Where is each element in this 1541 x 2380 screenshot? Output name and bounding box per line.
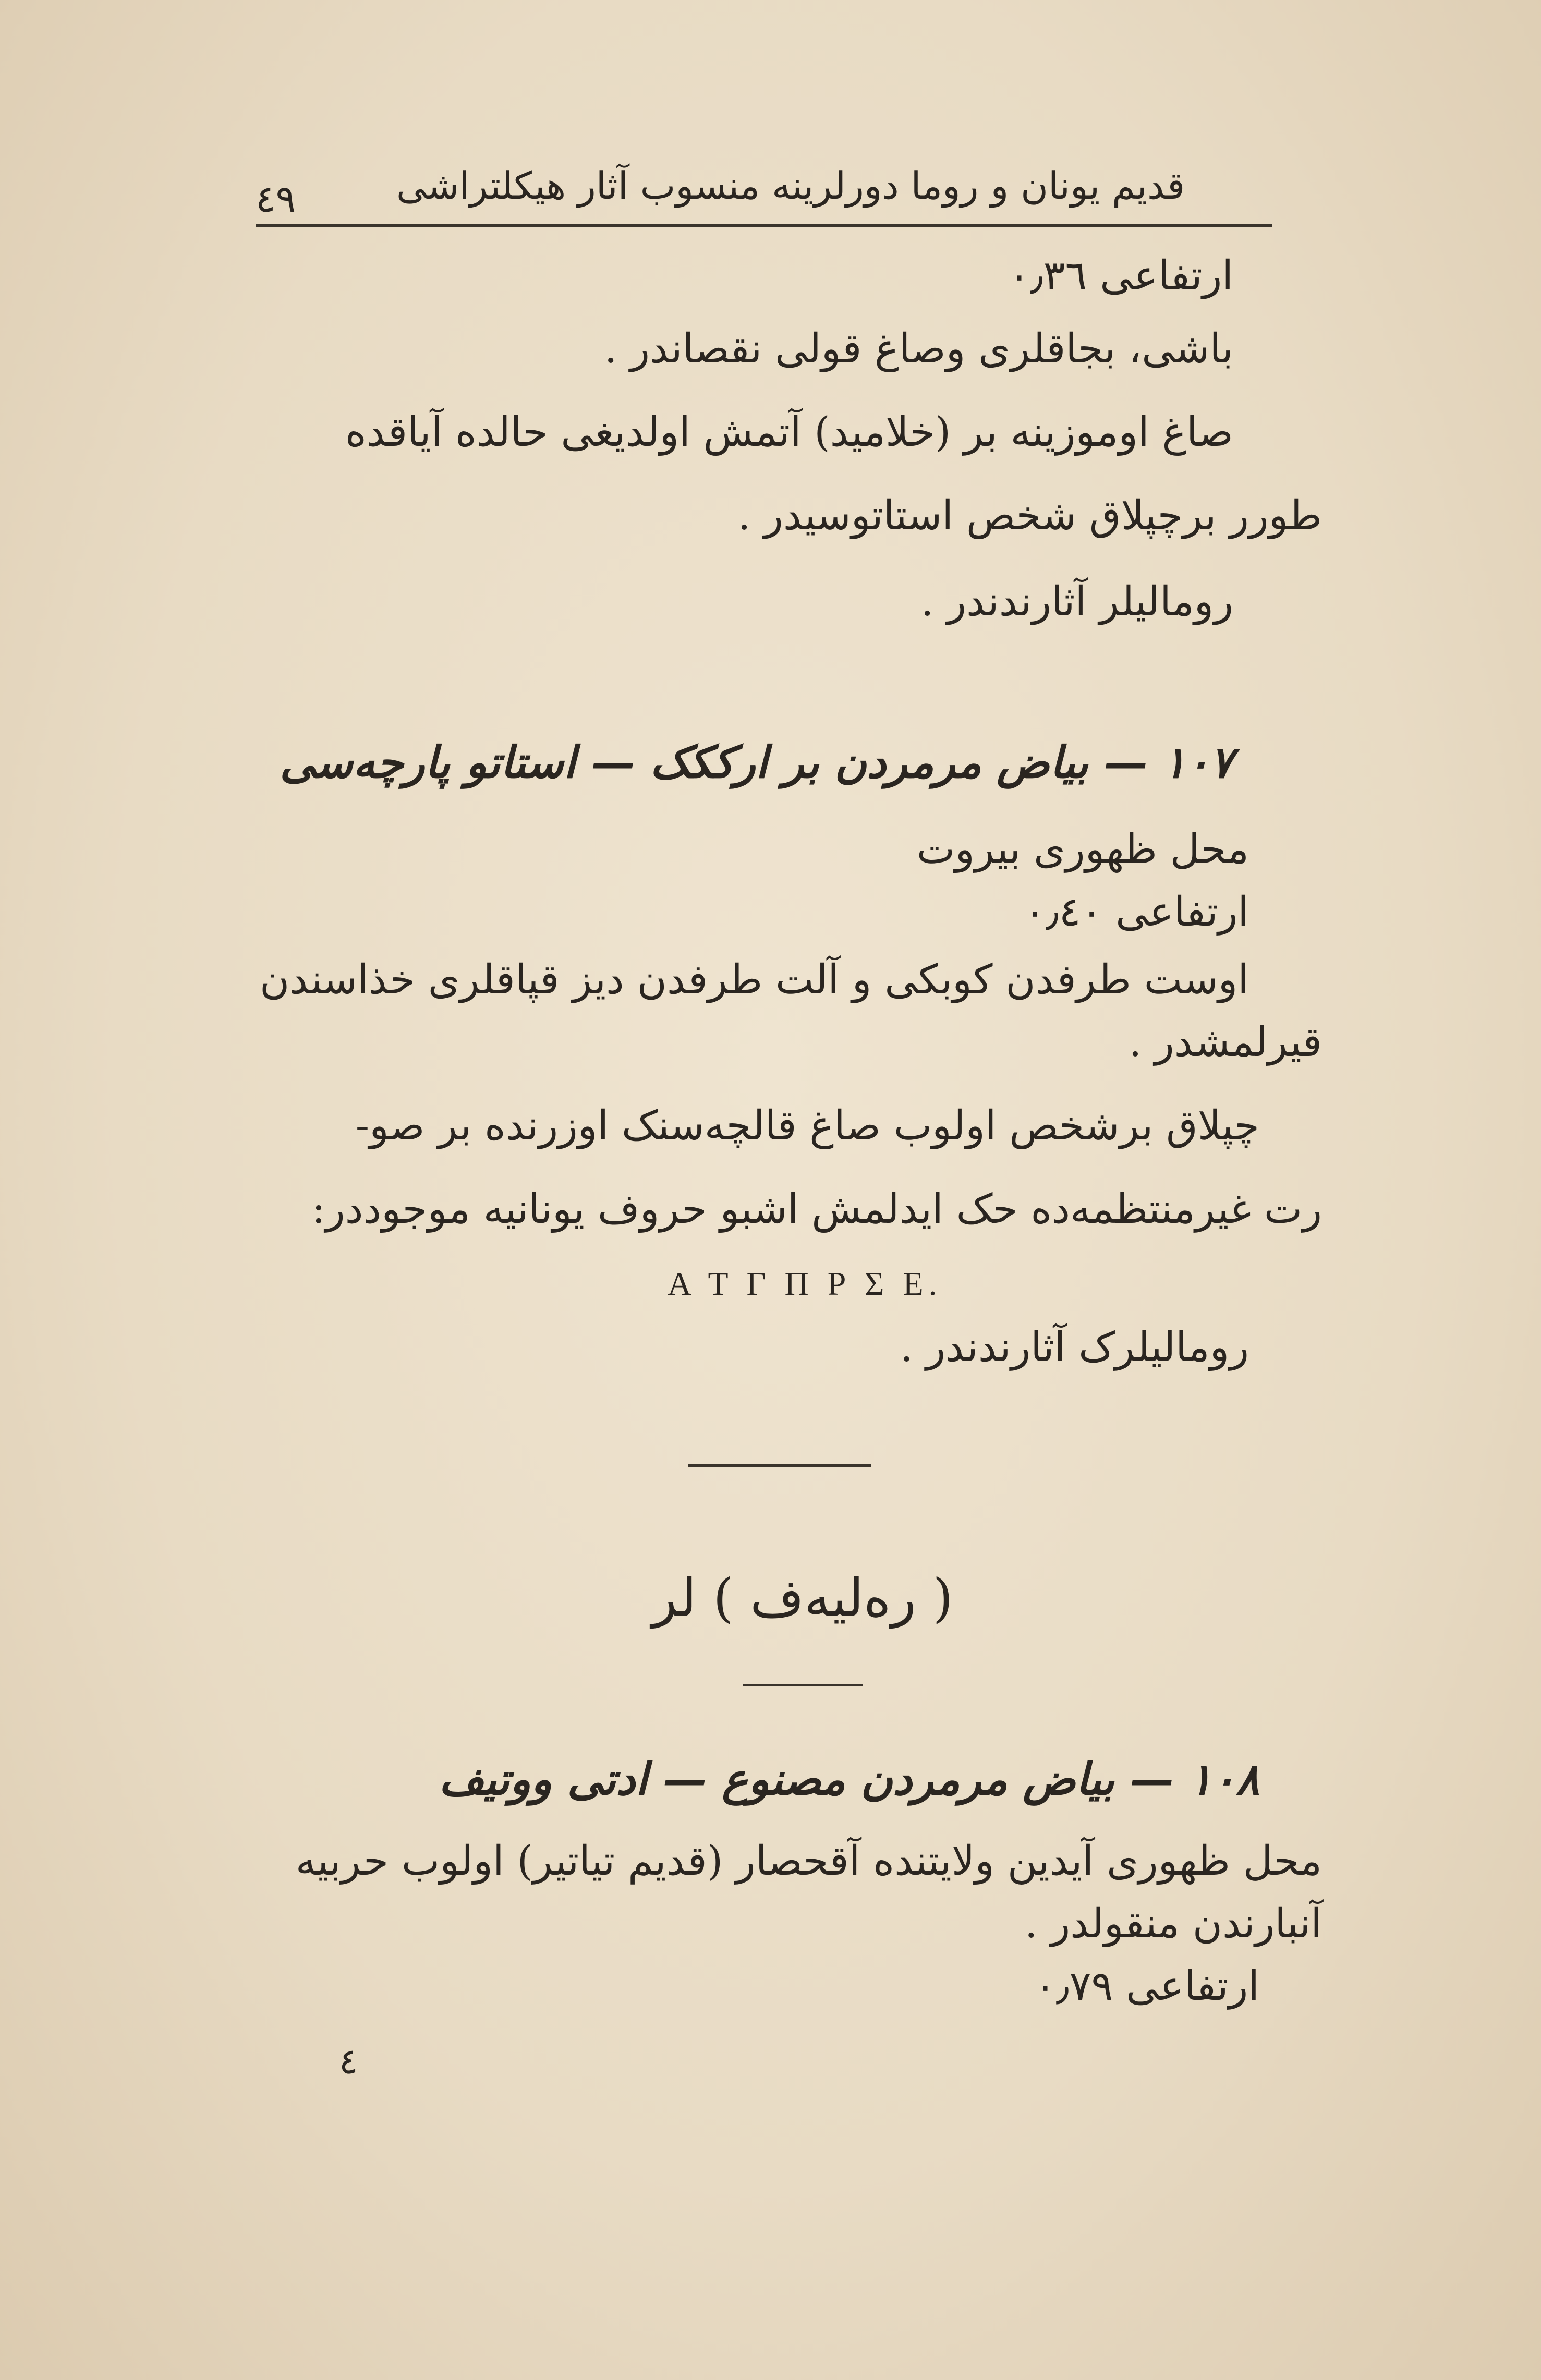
greek-inscription: Α Τ Γ Π Ρ Σ Ε. xyxy=(668,1265,942,1302)
signature-mark: ٤ xyxy=(339,2041,358,2082)
text-line: رومالیلر آثارندندر . xyxy=(920,578,1233,625)
text-line: چپلاق برشخص اولوب صاغ قالچه‌سنک اوزرنده بر صو- xyxy=(355,1102,1259,1149)
text-line: رت غیرمنتظمه‌ده حک ایدلمش اشبو حروف یونانیه موجوددر: xyxy=(311,1186,1322,1233)
text-line: اوست طرفدن کوبکی و آلت طرفدن دیز قپاقلری خذاسندن xyxy=(259,956,1249,1003)
height-line: ارتفاعی ٠٫٣٦ xyxy=(1008,252,1233,299)
text-line: آنبارندن منقولدر . xyxy=(1024,1900,1322,1947)
entry-108-title: ١٠٨ — بیاض مرمردن مصنوع — ادتی ووتیف xyxy=(439,1753,1259,1805)
section-title-rule xyxy=(743,1684,863,1686)
page-number: ٤٩ xyxy=(256,177,296,221)
location-line: محل ظهوری آیدین ولایتنده آقحصار (قدیم تیاتیر) اولوب حربیه xyxy=(295,1838,1322,1885)
location-line: محل ظهوری بیروت xyxy=(916,826,1249,873)
text-line: طورر برچپلاق شخص استاتوسیدر . xyxy=(737,492,1322,539)
height-line: ارتفاعی ٠٫٧٩ xyxy=(1034,1963,1259,2010)
height-line: ارتفاعی ٠٫٤٠ xyxy=(1024,889,1249,936)
header-rule xyxy=(256,224,1272,227)
section-title: ( ره‌لیه‌ف ) لر xyxy=(652,1568,953,1629)
text-line: باشی، بجاقلری وصاغ قولی نقصاندر . xyxy=(604,325,1233,372)
running-title: قدیم یونان و روما دورلرینه منسوب آثار هیکلتراشی xyxy=(396,164,1185,208)
text-line: صاغ اوموزینه بر (خلامید) آتمش اولدیغی حالده آیاقده xyxy=(345,409,1233,456)
text-line: رومالیلرک آثارندندر . xyxy=(900,1324,1249,1371)
text-line: قیرلمشدر . xyxy=(1129,1019,1322,1066)
section-divider xyxy=(688,1464,871,1467)
entry-107-title: ١٠٧ — بیاض مرمردن بر ارککک — استاتو پارچه‌سی xyxy=(280,736,1233,788)
